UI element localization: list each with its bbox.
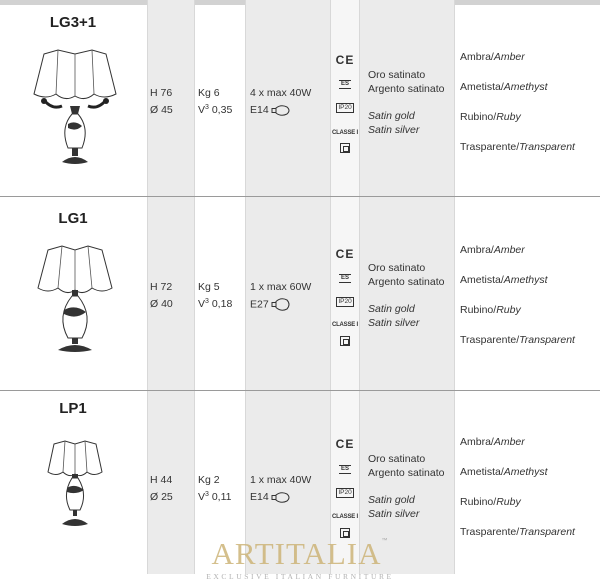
socket: E14	[250, 491, 291, 503]
color-option: Ambra/Amber	[460, 244, 525, 256]
model-name: LG1	[58, 210, 88, 227]
model-name: LP1	[59, 400, 87, 417]
artitalia-watermark	[190, 524, 410, 581]
finish-en-1: Satin gold	[368, 303, 415, 315]
volume: $V^3$ 0,35	[198, 104, 233, 116]
finish-en-2: Satin silver	[368, 317, 420, 329]
volume: $V^3$ 0,11	[198, 491, 232, 503]
finish-en-1: Satin gold	[368, 110, 415, 122]
finish-it-2: Argento satinato	[368, 467, 445, 479]
ce-mark-icon: CE	[335, 247, 355, 261]
color-option: Ambra/Amber	[460, 436, 525, 448]
watermark-logo: ARTITALIA™	[211, 536, 389, 571]
color-option: Rubino/Ruby	[460, 111, 521, 123]
ip20-mark-icon: IP20	[338, 298, 352, 305]
weight: Kg 6	[198, 87, 220, 99]
finish-en-2: Satin silver	[368, 508, 420, 520]
table-lamp-lp1-illustration	[30, 440, 120, 530]
double-insulation-icon	[331, 333, 359, 351]
bulb-icon	[271, 492, 291, 503]
color-option: Rubino/Ruby	[460, 304, 521, 316]
ip20-mark-icon: IP20	[338, 104, 352, 111]
bulb-icon	[271, 105, 291, 116]
bulb-icon	[271, 298, 291, 311]
finish-it-2: Argento satinato	[368, 276, 445, 288]
es-mark-icon: ES	[340, 275, 349, 281]
es-mark-icon: ES	[340, 81, 349, 87]
color-option: Trasparente/Transparent	[460, 526, 575, 538]
watermark-tagline: EXCLUSIVE ITALIAN FURNITURE	[206, 572, 394, 581]
class-i-mark: CLASSE I	[331, 322, 359, 328]
socket: E14	[250, 104, 291, 116]
diameter: Ø 25	[150, 491, 173, 503]
color-option: Trasparente/Transparent	[460, 141, 575, 153]
ce-mark-icon: CE	[335, 53, 355, 67]
weight: Kg 5	[198, 281, 220, 293]
lamp-count: 1 x max 40W	[250, 474, 312, 486]
product-row-lg1	[0, 196, 600, 390]
socket: E27	[250, 298, 291, 311]
ip20-mark-icon: IP20	[338, 489, 352, 496]
lamp-count: 4 x max 40W	[250, 87, 312, 99]
height: H 72	[150, 281, 173, 293]
finish-it-2: Argento satinato	[368, 83, 445, 95]
double-insulation-icon	[331, 140, 359, 158]
es-mark-icon: ES	[340, 466, 349, 472]
height: H 44	[150, 474, 173, 486]
ce-mark-icon: CE	[335, 437, 355, 451]
product-row-lg3-1	[0, 0, 600, 196]
finish-en-2: Satin silver	[368, 124, 420, 136]
color-option: Rubino/Ruby	[460, 496, 521, 508]
model-name: LG3+1	[49, 14, 97, 31]
diameter: Ø 45	[150, 104, 173, 116]
lamp-count: 1 x max 60W	[250, 281, 312, 293]
color-option: Ametista/Amethyst	[460, 274, 548, 286]
class-i-mark: CLASSE I	[331, 130, 359, 136]
finish-it-1: Oro satinato	[368, 69, 426, 81]
height: H 76	[150, 87, 173, 99]
volume: $V^3$ 0,18	[198, 298, 233, 310]
class-i-mark: CLASSE I	[331, 514, 359, 520]
finish-it-1: Oro satinato	[368, 453, 426, 465]
color-option: Ametista/Amethyst	[460, 81, 548, 93]
finish-en-1: Satin gold	[368, 494, 415, 506]
table-lamp-lg3-1-illustration	[30, 48, 120, 170]
color-option: Trasparente/Transparent	[460, 334, 575, 346]
color-option: Ambra/Amber	[460, 51, 525, 63]
color-option: Ametista/Amethyst	[460, 466, 548, 478]
finish-it-1: Oro satinato	[368, 262, 426, 274]
weight: Kg 2	[198, 474, 220, 486]
table-lamp-lg1-illustration	[30, 244, 120, 354]
diameter: Ø 40	[150, 298, 173, 310]
